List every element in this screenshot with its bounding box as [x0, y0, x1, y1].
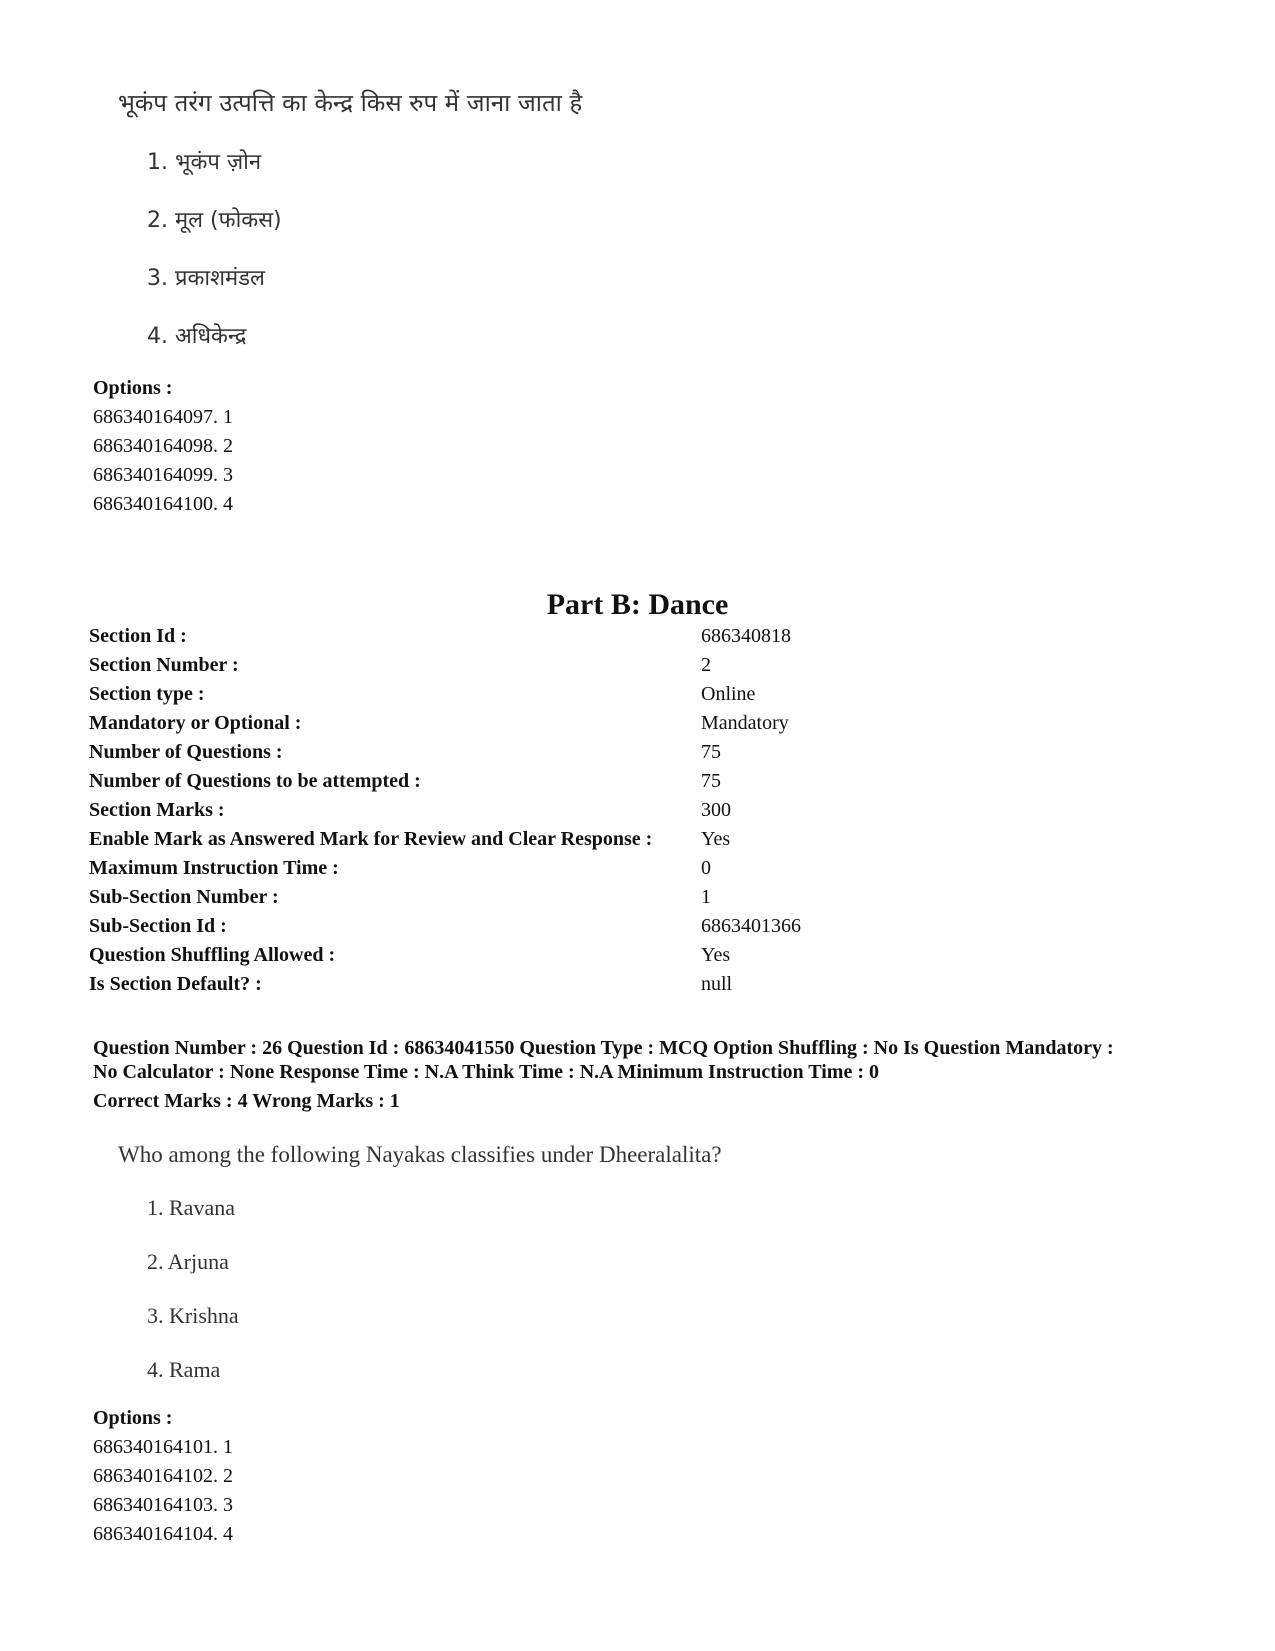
- option-id-1: 686340164097. 1: [93, 406, 233, 428]
- section-value: Yes: [701, 828, 731, 850]
- section-label: Section Number :: [89, 654, 239, 676]
- choice-4: 4. अधिकेन्द्र: [147, 324, 247, 349]
- section-label: Section Marks :: [89, 799, 225, 821]
- choice-1: 1. Ravana: [147, 1195, 235, 1220]
- option-id-4: 686340164100. 4: [93, 493, 233, 515]
- section-label: Sub-Section Number :: [89, 886, 279, 908]
- section-value: 2: [701, 654, 711, 676]
- question-marks-line: Correct Marks : 4 Wrong Marks : 1: [93, 1090, 400, 1112]
- option-id-2: 686340164102. 2: [93, 1465, 233, 1487]
- question-text: Who among the following Nayakas classifies under Dheeralalita?: [118, 1142, 722, 1167]
- section-value: 0: [701, 857, 711, 879]
- section-label: Number of Questions to be attempted :: [89, 770, 421, 792]
- section-value: 6863401366: [701, 915, 801, 937]
- section-value: null: [701, 973, 733, 995]
- section-value: Mandatory: [701, 712, 789, 734]
- section-value: Online: [701, 683, 756, 705]
- option-id-1: 686340164101. 1: [93, 1436, 233, 1458]
- section-label: Section type :: [89, 683, 205, 705]
- section-value: 686340818: [701, 625, 791, 647]
- option-id-3: 686340164099. 3: [93, 464, 233, 486]
- option-id-2: 686340164098. 2: [93, 435, 233, 457]
- question-meta-line: Question Number : 26 Question Id : 68634041550 Question Type : MCQ Option Shuffling : No Is Question Mandatory :: [93, 1037, 1114, 1059]
- options-label: Options :: [93, 377, 173, 399]
- question-meta-line: No Calculator : None Response Time : N.A Think Time : N.A Minimum Instruction Time : 0: [93, 1061, 879, 1083]
- section-value: 1: [701, 886, 711, 908]
- option-id-3: 686340164103. 3: [93, 1494, 233, 1516]
- choice-2: 2. मूल (फोकस): [147, 208, 282, 233]
- choice-3: 3. Krishna: [147, 1303, 239, 1328]
- choice-3: 3. प्रकाशमंडल: [147, 266, 265, 291]
- option-id-4: 686340164104. 4: [93, 1523, 233, 1545]
- section-value: Yes: [701, 944, 731, 966]
- choice-2: 2. Arjuna: [147, 1249, 229, 1274]
- part-title: Part B: Dance: [546, 588, 729, 621]
- section-label: Number of Questions :: [89, 741, 283, 763]
- question-text-hindi: भूकंप तरंग उत्पत्ति का केन्द्र किस रुप में जाना जाता है: [118, 89, 583, 117]
- section-value: 300: [701, 799, 731, 821]
- choice-4: 4. Rama: [147, 1357, 221, 1382]
- section-label: Mandatory or Optional :: [89, 712, 302, 734]
- section-label: Section Id :: [89, 625, 187, 647]
- section-value: 75: [701, 741, 721, 763]
- section-label: Is Section Default? :: [89, 973, 262, 995]
- options-label: Options :: [93, 1407, 173, 1429]
- section-label: Maximum Instruction Time :: [89, 857, 339, 879]
- choice-1: 1. भूकंप ज़ोन: [147, 150, 262, 175]
- section-label: Enable Mark as Answered Mark for Review and Clear Response :: [89, 828, 653, 850]
- section-value: 75: [701, 770, 721, 792]
- section-label: Sub-Section Id :: [89, 915, 227, 937]
- section-label: Question Shuffling Allowed :: [89, 944, 336, 966]
